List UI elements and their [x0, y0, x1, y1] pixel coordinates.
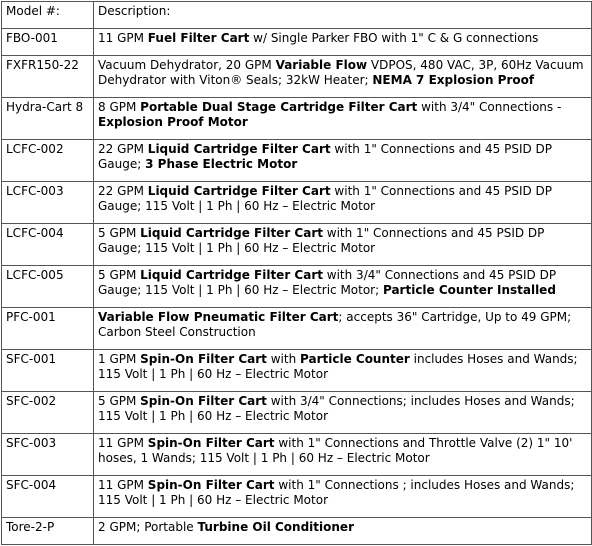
description-bold-text: NEMA 7 Explosion Proof	[372, 73, 535, 87]
model-cell: Hydra-Cart 8	[2, 98, 94, 140]
description-bold-text: Liquid Cartridge Filter Cart	[140, 268, 323, 282]
description-text: 11 GPM	[98, 31, 148, 45]
description-text: 11 GPM	[98, 478, 148, 492]
table-row	[2, 392, 592, 434]
description-text: 5 GPM	[98, 226, 141, 240]
description-bold-text: Liquid Cartridge Filter Cart	[140, 226, 323, 240]
model-cell: FXFR150-22	[2, 56, 94, 98]
model-cell: SFC-001	[2, 350, 94, 392]
description-bold-text: Turbine Oil Conditioner	[197, 520, 354, 534]
model-cell: LCFC-004	[2, 224, 94, 266]
description-bold-text: Variable Flow Pneumatic Filter Cart	[98, 310, 339, 324]
table-row	[2, 224, 592, 266]
description-bold-text: Liquid Cartridge Filter Cart	[147, 142, 331, 156]
description-text: with 1" Connections and Throttle Valve (2) 1" 10' hoses, 1 Wands; 115 Volt | 1 Ph | 60 Hz – Electric Motor	[98, 436, 573, 465]
description-cell	[94, 98, 592, 140]
description-text: 5 GPM	[98, 394, 141, 408]
description-text: VDPOS, 480 VAC, 3P, 60Hz Vacuum Dehydrator with Viton® Seals; 32kW Heater;	[98, 58, 584, 87]
product-table	[1, 1, 592, 545]
table-row	[2, 476, 592, 518]
description-text: Vacuum Dehydrator, 20 GPM	[98, 58, 276, 72]
table-row	[2, 434, 592, 476]
header-description: Description:	[94, 2, 592, 29]
description-cell	[94, 56, 592, 98]
model-cell: LCFC-005	[2, 266, 94, 308]
description-text: includes Hoses and Wands; 115 Volt | 1 Ph | 60 Hz – Electric Motor	[98, 352, 578, 381]
description-cell	[94, 266, 592, 308]
model-cell: SFC-003	[2, 434, 94, 476]
description-text: with 1" Connections and 45 PSID DP Gauge;	[98, 142, 553, 171]
table-row	[2, 140, 592, 182]
description-cell	[94, 224, 592, 266]
description-bold-text: 3 Phase Electric Motor	[145, 157, 298, 171]
description-bold-text: Particle Counter Installed	[382, 283, 556, 297]
description-text: 22 GPM	[98, 142, 148, 156]
description-cell	[94, 140, 592, 182]
description-text: 2 GPM; Portable	[98, 520, 198, 534]
description-bold-text: Variable Flow	[275, 58, 368, 72]
description-text: 1 GPM	[98, 352, 141, 366]
description-cell	[94, 392, 592, 434]
table-row	[2, 182, 592, 224]
table-row	[2, 350, 592, 392]
description-text: w/ Single Parker FBO with 1" C & G connections	[249, 31, 539, 45]
model-cell: PFC-001	[2, 308, 94, 350]
description-bold-text: Spin-On Filter Cart	[140, 394, 267, 408]
description-text: with 1" Connections and 45 PSID DP Gauge; 115 Volt | 1 Ph | 60 Hz – Electric Motor	[98, 184, 553, 213]
description-text: with 1" Connections and 45 PSID DP Gauge; 115 Volt | 1 Ph | 60 Hz – Electric Motor	[98, 226, 545, 255]
model-cell: SFC-004	[2, 476, 94, 518]
description-bold-text: Fuel Filter Cart	[147, 31, 250, 45]
description-text: 11 GPM	[98, 436, 148, 450]
description-text: ; accepts 36" Cartridge, Up to 49 GPM; Carbon Steel Construction	[98, 310, 572, 339]
description-text: with 1" Connections ; includes Hoses and Wands; 115 Volt | 1 Ph | 60 Hz – Electric Motor	[98, 478, 575, 507]
model-cell: LCFC-003	[2, 182, 94, 224]
model-cell: Tore-2-P	[2, 518, 94, 545]
description-bold-text: Spin-On Filter Cart	[147, 478, 275, 492]
table-row	[2, 56, 592, 98]
description-cell	[94, 308, 592, 350]
description-text: with 3/4" Connections -	[417, 100, 562, 114]
description-cell	[94, 434, 592, 476]
description-cell	[94, 518, 592, 545]
header-model: Model #:	[2, 2, 94, 29]
description-text: with 3/4" Connections; includes Hoses and Wands; 115 Volt | 1 Ph | 60 Hz – Electric Motor	[98, 394, 575, 423]
table-row	[2, 308, 592, 350]
table-row	[2, 98, 592, 140]
description-text: 8 GPM	[98, 100, 141, 114]
description-bold-text: Spin-On Filter Cart	[147, 436, 275, 450]
description-bold-text: Liquid Cartridge Filter Cart	[147, 184, 331, 198]
description-text: with 3/4" Connections and 45 PSID DP Gauge; 115 Volt | 1 Ph | 60 Hz – Electric Motor;	[98, 268, 557, 297]
description-text: 5 GPM	[98, 268, 141, 282]
description-bold-text: Portable Dual Stage Cartridge Filter Cart	[140, 100, 418, 114]
description-text: with	[266, 352, 300, 366]
model-cell: LCFC-002	[2, 140, 94, 182]
model-cell: SFC-002	[2, 392, 94, 434]
description-bold-text: Particle Counter	[300, 352, 410, 366]
description-cell	[94, 350, 592, 392]
description-bold-text: Explosion Proof Motor	[98, 115, 248, 129]
description-cell	[94, 29, 592, 56]
table-row	[2, 266, 592, 308]
table-row	[2, 518, 592, 545]
description-text: 22 GPM	[98, 184, 148, 198]
table-row	[2, 29, 592, 56]
model-cell: FBO-001	[2, 29, 94, 56]
description-bold-text: Spin-On Filter Cart	[140, 352, 267, 366]
description-cell	[94, 182, 592, 224]
table-header-row	[2, 2, 592, 29]
description-cell	[94, 476, 592, 518]
